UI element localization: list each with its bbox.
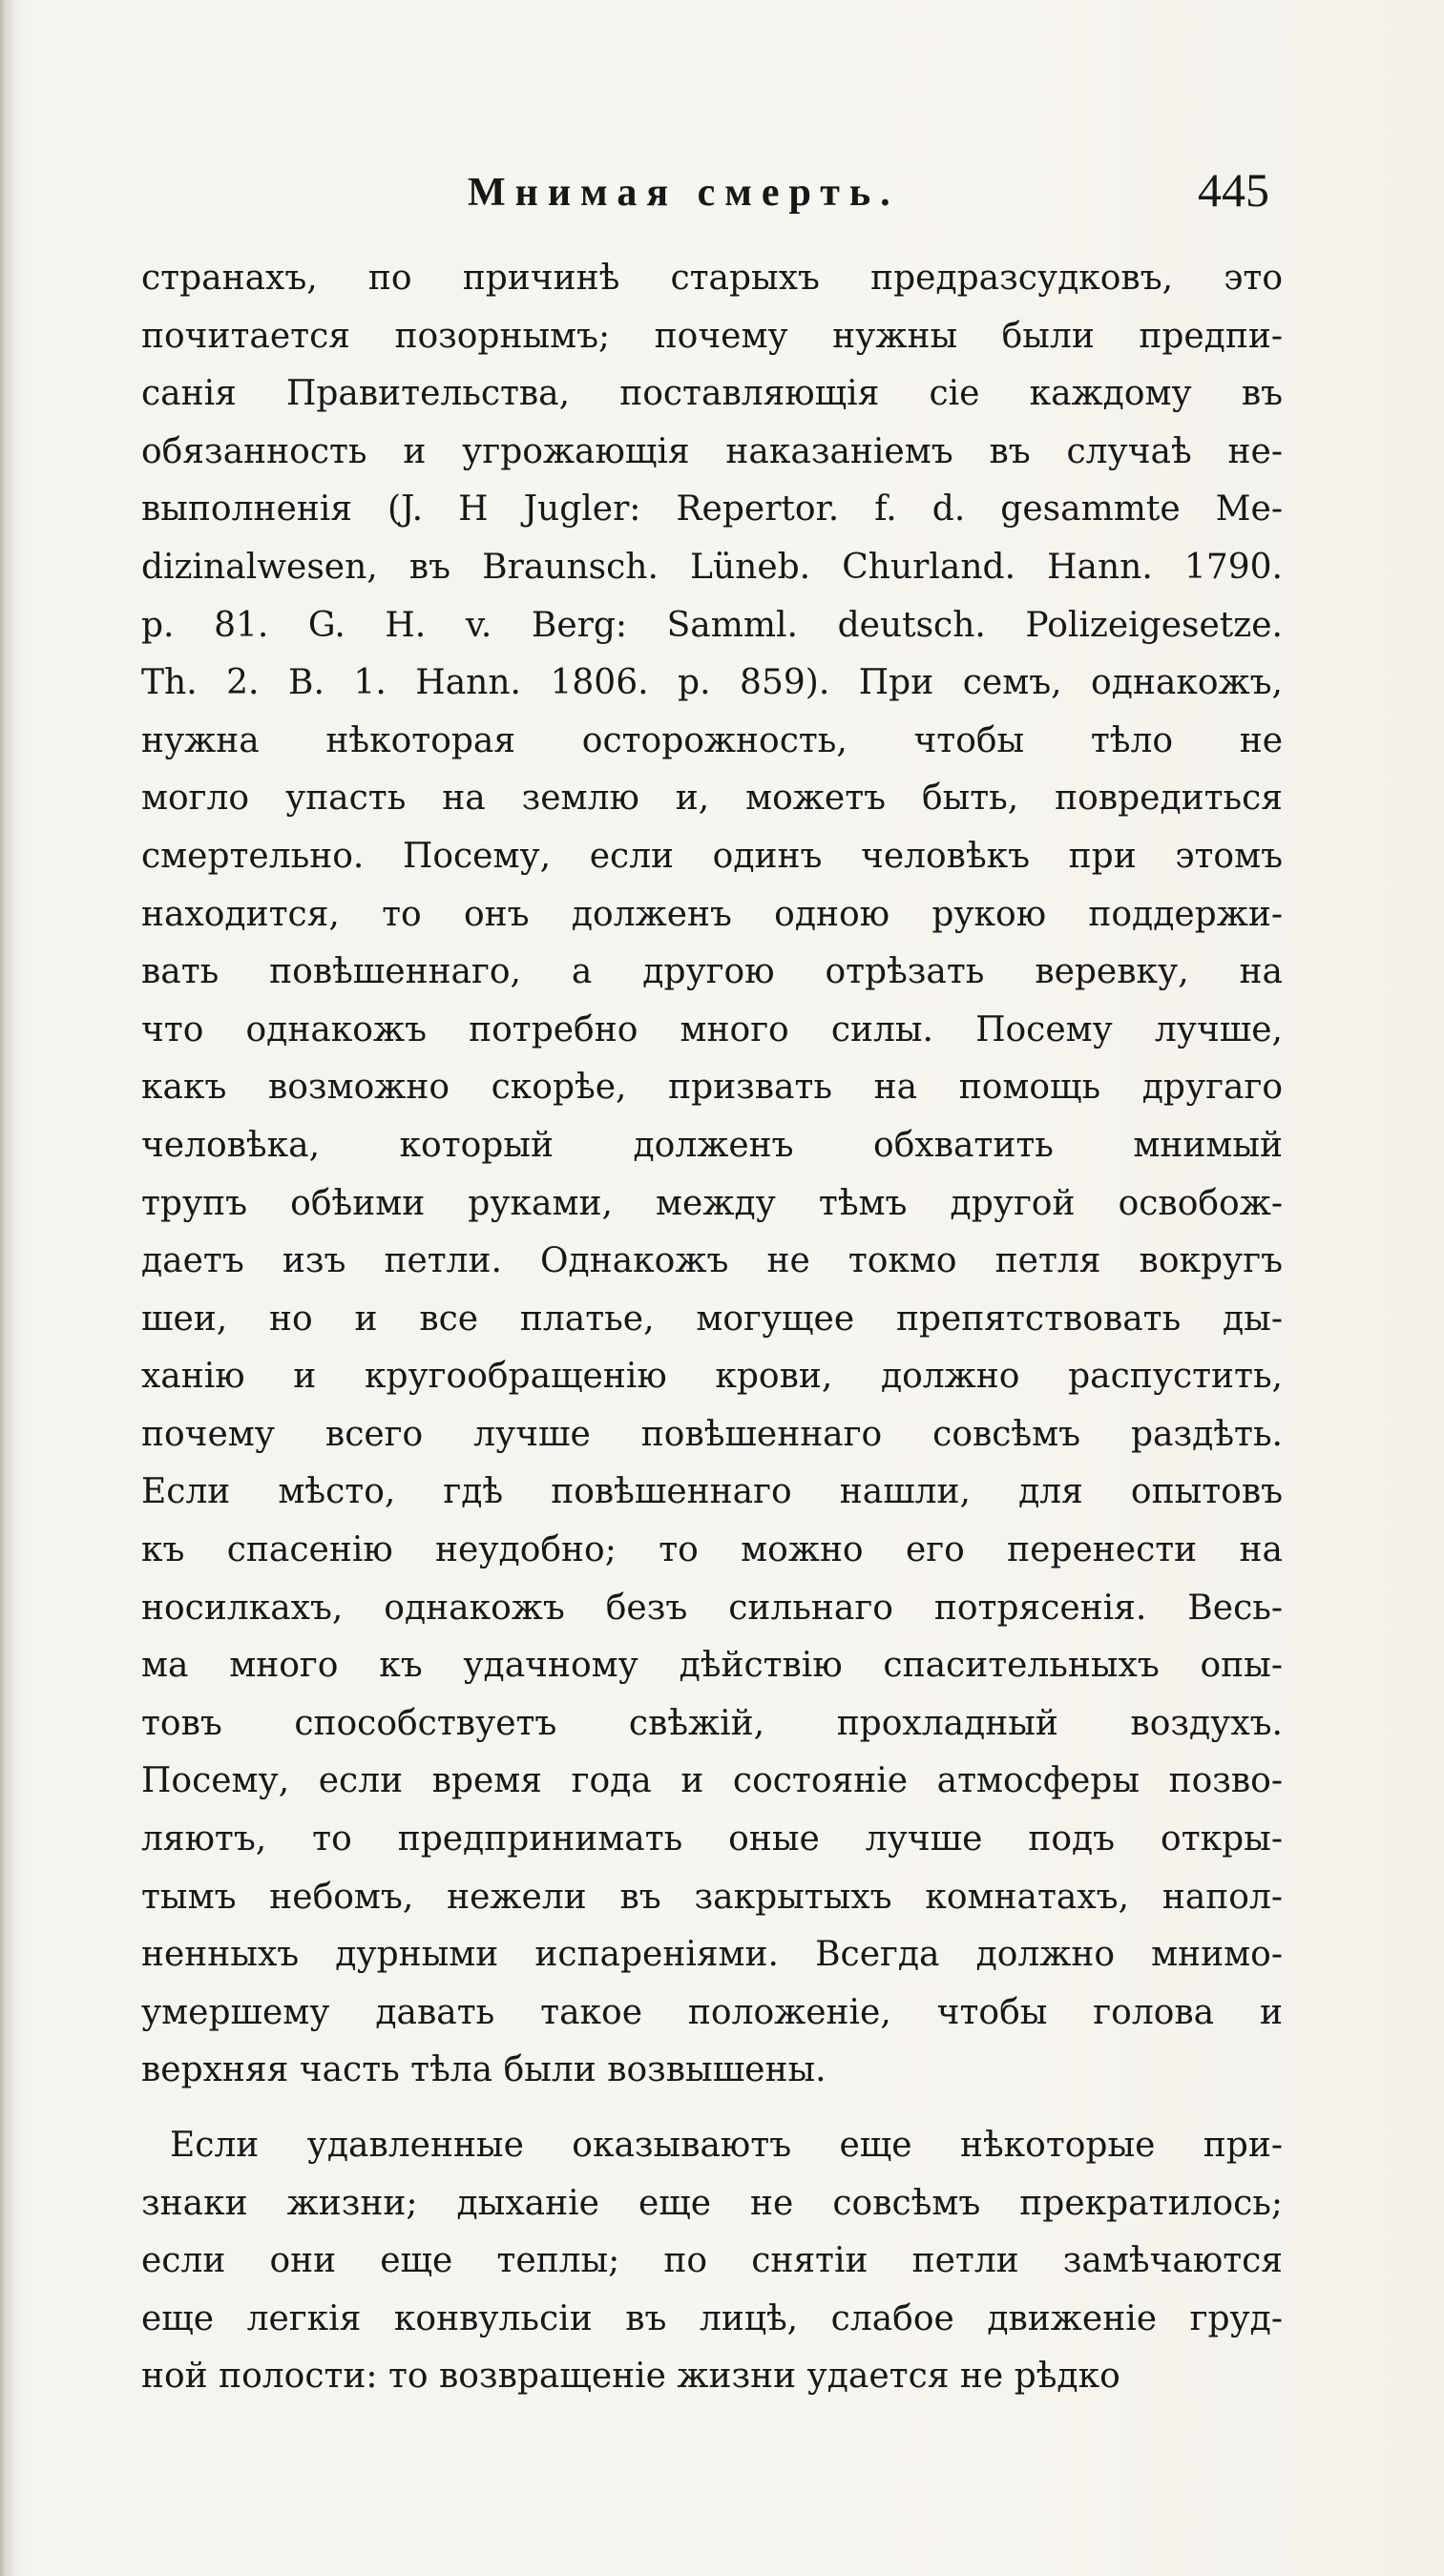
running-head-title: Мнимая смерть. xyxy=(468,171,900,215)
text-line: находится, то онъ долженъ одною рукою поддержи- xyxy=(141,894,1283,934)
text-line: даетъ изъ петли. Однакожъ не токмо петля вокругъ xyxy=(141,1241,1283,1281)
text-line: верхняя часть тѣла были возвышены. xyxy=(141,2050,827,2090)
text-line: еще легкія конвульсіи въ лицѣ, слабое движеніе груд- xyxy=(141,2298,1283,2338)
text-line: Th. 2. B. 1. Hann. 1806. p. 859). При семъ, однакожъ, xyxy=(141,663,1283,703)
text-line: если они еще теплы; по снятіи петли замѣчаются xyxy=(141,2241,1283,2281)
text-line: вать повѣшеннаго, а другою отрѣзать веревку, на xyxy=(141,952,1283,992)
text-line: какъ возможно скорѣе, призвать на помощь другаго xyxy=(141,1068,1283,1108)
text-line: обязанность и угрожающія наказаніемъ въ случаѣ не- xyxy=(141,431,1283,471)
text-line: странахъ, по причинѣ старыхъ предразсудковъ, это xyxy=(141,259,1283,298)
text-line: что однакожъ потребно много силы. Посему лучше, xyxy=(141,1009,1283,1049)
text-line: санія Правительства, поставляющія сіе каждому въ xyxy=(141,374,1283,414)
text-line: почему всего лучше повѣшеннаго совсѣмъ раздѣть. xyxy=(141,1414,1283,1454)
page-number: 445 xyxy=(1198,163,1269,217)
text-line: ненныхъ дурными испареніями. Всегда должно мнимо- xyxy=(141,1935,1283,1975)
text-line: шеи, но и все платье, могущее препятствовать ды- xyxy=(141,1298,1283,1339)
text-line: носилкахъ, однакожъ безъ сильнаго потрясенія. Весь- xyxy=(141,1588,1283,1628)
text-line: dizinalwesen, въ Braunsch. Lüneb. Churland. Hann. 1790. xyxy=(141,547,1283,587)
text-line: товъ способствуетъ свѣжій, прохладный воздухъ. xyxy=(141,1703,1283,1743)
text-line: человѣка, который долженъ обхватить мнимый xyxy=(141,1125,1283,1165)
text-line: могло упасть на землю и, можетъ быть, повредиться xyxy=(141,779,1283,819)
text-line: ханію и кругообращенію крови, должно распустить, xyxy=(141,1357,1283,1397)
paragraph-gap xyxy=(141,2100,1283,2117)
paragraph-1 xyxy=(141,250,1283,2100)
running-head xyxy=(458,162,1269,219)
text-line: Если удавленные оказываютъ еще нѣкоторые при- xyxy=(170,2126,1283,2165)
text-line: выполненія (J. H Jugler: Repertor. f. d. gesammte Me- xyxy=(141,489,1283,530)
text-line: Посему, если время года и состояніе атмосферы позво- xyxy=(141,1761,1283,1801)
text-line: p. 81. G. H. v. Berg: Samml. deutsch. Polizeigesetze. xyxy=(141,605,1283,645)
text-line: къ спасенію неудобно; то можно его перенести на xyxy=(141,1530,1283,1570)
text-line: ма много къ удачному дѣйствію спасительныхъ опы- xyxy=(141,1646,1283,1686)
text-line: знаки жизни; дыханіе еще не совсѣмъ прекратилось; xyxy=(141,2183,1283,2223)
body-text xyxy=(141,250,1283,2406)
text-line: ляютъ, то предпринимать оные лучше подъ откры- xyxy=(141,1819,1283,1859)
text-line: Если мѣсто, гдѣ повѣшеннаго нашли, для опытовъ xyxy=(141,1472,1283,1512)
text-line: тымъ небомъ, нежели въ закрытыхъ комнатахъ, напол- xyxy=(141,1877,1283,1917)
paragraph-2 xyxy=(141,2117,1283,2406)
text-line: трупъ обѣими руками, между тѣмъ другой освобож- xyxy=(141,1183,1283,1223)
text-line: смертельно. Посему, если одинъ человѣкъ при этомъ xyxy=(141,836,1283,876)
text-line: умершему давать такое положеніе, чтобы голова и xyxy=(141,1992,1283,2032)
text-line: почитается позорнымъ; почему нужны были предпи- xyxy=(141,316,1283,356)
text-line: ной полости: то возвращеніе жизни удается не рѣдко xyxy=(141,2357,1120,2397)
binding-shadow xyxy=(0,0,15,2576)
text-line: нужна нѣкоторая осторожность, чтобы тѣло не xyxy=(141,720,1283,760)
